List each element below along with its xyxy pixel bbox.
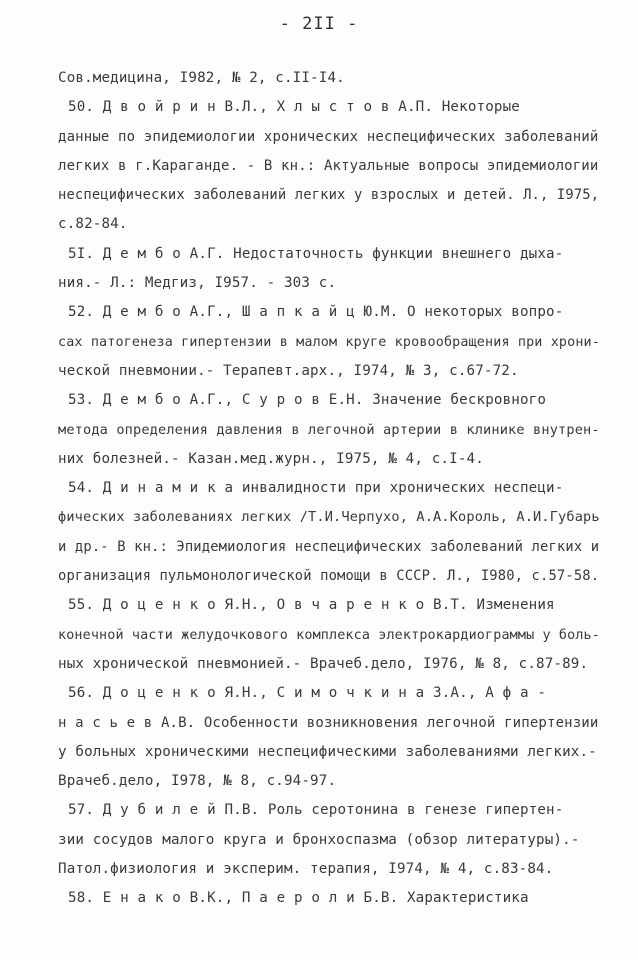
bibliography-text [58,64,603,914]
bibliography-line: метода определения давления в легочной артерии в клинике внутрен- [58,421,600,438]
bibliography-line: зии сосудов малого круга и бронхоспазма (обзор литературы).- [58,831,580,848]
bibliography-line: Патол.физиология и эксперим. терапия, I974, № 4, с.83-84. [58,861,554,878]
bibliography-line: них болезней.- Казан.мед.журн., I975, № 4, с.I-4. [58,450,484,467]
bibliography-line: ния.- Л.: Медгиз, I957. - 303 с. [58,275,337,292]
bibliography-line: и др.- В кн.: Эпидемиология неспецифических заболеваний легких и [58,538,600,555]
bibliography-line: легких в г.Караганде. - В кн.: Актуальные вопросы эпидемиологии [58,157,599,174]
bibliography-entry-start-line: 55. Д о ц е н к о Я.Н., О в ч а р е н к о В.Т. Изменения [68,597,555,614]
bibliography-line: конечной части желудочкового комплекса электрокардиограммы у боль- [58,627,600,643]
bibliography-line: н а с ь е в А.В. Особенности возникновения легочной гипертензии [58,714,599,731]
bibliography-line: ческой пневмонии.- Терапевт.арх., I974, № 3, с.67-72. [58,362,519,379]
bibliography-line: с.82-84. [58,216,128,233]
bibliography-entry-start-line: 5I. Д е м б о А.Г. Недостаточность функции внешнего дыха- [68,245,564,262]
bibliography-entry-start-line: 52. Д е м б о А.Г., Ш а п к а й ц Ю.М. О некоторых вопро- [68,304,564,321]
bibliography-entry-start-line: 58. Е н а к о В.К., П а е р о л и Б.В. Характеристика [68,890,529,907]
page-number: - 2II - [279,14,359,34]
bibliography-line: фических заболеваниях легких /Т.И.Черпухо, А.А.Король, А.И.Губарь [58,509,600,526]
bibliography-line: ных хронической пневмонией.- Врачеб.дело, I976, № 8, с.87-89. [58,655,589,672]
bibliography-line: организация пульмонологической помощи в СССР. Л., I980, с.57-58. [58,568,600,585]
bibliography-line: сах патогенеза гипертензии в малом круге кровообращения при хрони- [58,334,600,350]
bibliography-entry-start-line: 54. Д и н а м и к а инвалидности при хронических неспеци- [68,480,564,497]
bibliography-line: у больных хроническими неспецифическими заболеваниями легких.- [58,743,597,760]
bibliography-entry-start-line: 53. Д е м б о А.Г., С у р о в Е.Н. Значение бескровного [68,392,547,409]
bibliography-line: неспецифических заболеваний легких у взрослых и детей. Л., I975, [58,187,600,204]
bibliography-entry-start-line: 57. Д у б и л е й П.В. Роль серотонина в генезе гипертен- [68,802,564,819]
bibliography-line: данные по эпидемиологии хронических неспецифических заболеваний [58,128,599,145]
bibliography-line: Врачеб.дело, I978, № 8, с.94-97. [58,773,337,790]
bibliography-line: Сов.медицина, I982, № 2, с.II-I4. [58,70,345,86]
bibliography-entry-start-line: 56. Д о ц е н к о Я.Н., С и м о ч к и н а З.А., А ф а - [68,685,547,702]
bibliography-entry-start-line: 50. Д в о й р и н В.Л., Х л ы с т о в А.П. Некоторые [68,99,520,116]
